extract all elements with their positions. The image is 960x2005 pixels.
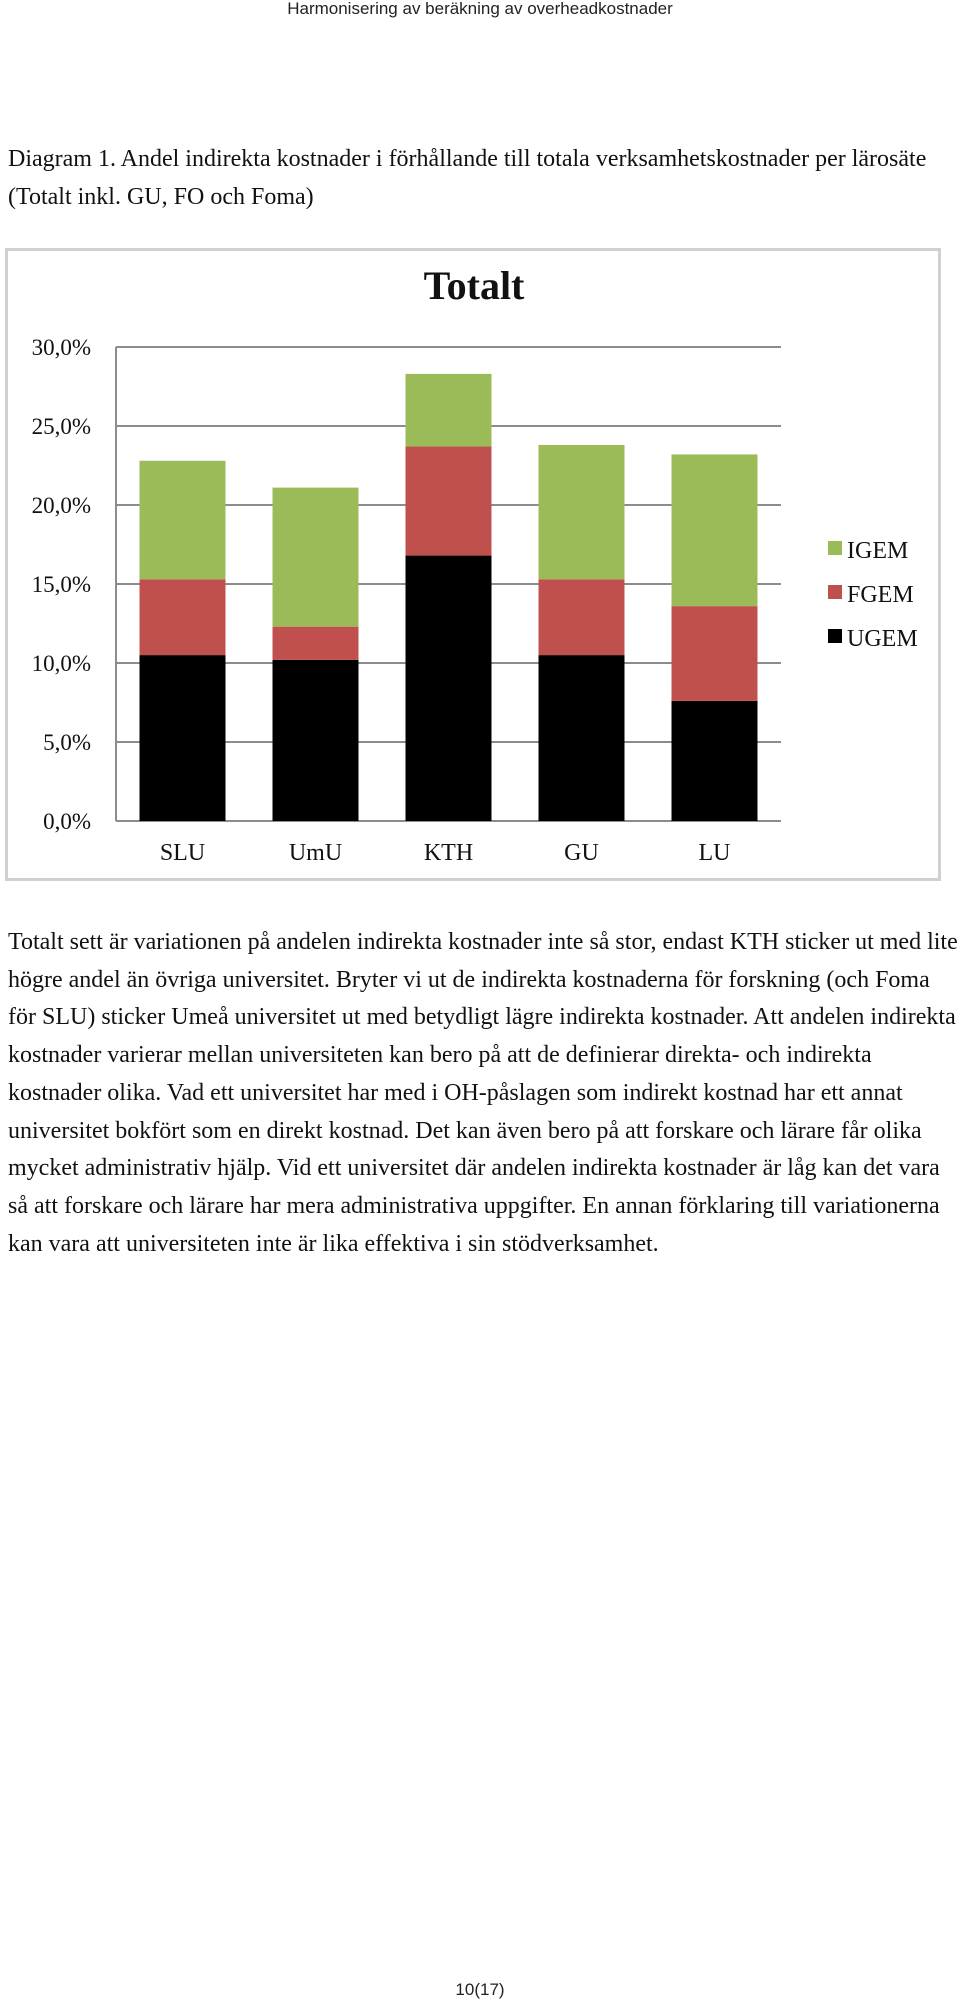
chart-bars (140, 374, 758, 821)
bar-segment-fgem (273, 627, 359, 660)
y-tick-label: 20,0% (31, 493, 91, 518)
bar-segment-ugem (539, 655, 625, 821)
bar-segment-ugem (273, 660, 359, 821)
y-tick-label: 15,0% (31, 572, 91, 597)
legend-swatch-ugem (828, 629, 842, 643)
x-tick-label: UmU (288, 840, 343, 866)
y-tick-label: 30,0% (31, 335, 91, 360)
legend-label: IGEM (847, 538, 909, 564)
body-paragraph: Totalt sett är variationen på andelen indirekta kostnader inte så stor, endast KTH sticker ut med lite högre andel än övriga universitet. Bryter vi ut de indirekta kostnaderna för forskning (och Foma för SLU) sticker Umeå universitet ut med betydligt lägre indirekta kostnader. Att andelen indirekta kostnader varierar mellan universiteten kan bero på att de definierar direkta- och indirekta kostnader olika. Vad ett universitet har med i OH-påslagen som indirekt kostnad har ett annat universitet bokfört som en direkt kostnad. Det kan även bero på att forskare och lärare får olika mycket administrativ hjälp. Vid ett universitet där andelen indirekta kostnader är låg kan det vara så att forskare och lärare har mera administrativa uppgifter. En annan förklaring till variationerna kan vara att universiteten inte är lika effektiva i sin stödverksamhet. (8, 929, 958, 1257)
x-tick-label: KTH (423, 840, 474, 866)
stacked-bar-chart (8, 251, 938, 878)
chart-title: Totalt (423, 263, 525, 308)
x-tick-label: LU (698, 840, 731, 866)
chart-legend (828, 538, 918, 652)
bar-segment-igem (672, 454, 758, 606)
legend-label: UGEM (847, 626, 918, 652)
page-number: 10(17) (455, 1980, 505, 1999)
legend-swatch-fgem (828, 585, 842, 599)
bar-segment-igem (140, 461, 226, 580)
page-header: Harmonisering av beräkning av overheadkostnader (287, 0, 673, 18)
y-axis-tick-labels (32, 335, 91, 834)
y-tick-label: 25,0% (31, 414, 91, 439)
bar-segment-igem (406, 374, 492, 447)
x-axis-tick-labels (160, 840, 731, 866)
chart-frame (5, 248, 941, 881)
x-tick-label: GU (564, 840, 599, 866)
bar-segment-fgem (406, 447, 492, 556)
bar-segment-fgem (539, 579, 625, 655)
bar-segment-ugem (672, 701, 758, 821)
y-tick-label: 5,0% (43, 730, 91, 755)
y-tick-label: 10,0% (31, 651, 91, 676)
legend-swatch-igem (828, 541, 842, 555)
bar-segment-ugem (406, 556, 492, 821)
bar-segment-fgem (672, 606, 758, 701)
bar-segment-igem (273, 488, 359, 627)
legend-label: FGEM (847, 582, 914, 608)
figure-caption: Diagram 1. Andel indirekta kostnader i förhållande till totala verksamhetskostnader per lärosäte (Totalt inkl. GU, FO och Foma) (8, 146, 927, 210)
bar-segment-fgem (140, 579, 226, 655)
bar-segment-ugem (140, 655, 226, 821)
bar-segment-igem (539, 445, 625, 579)
y-tick-label: 0,0% (43, 809, 91, 834)
x-tick-label: SLU (159, 840, 206, 866)
